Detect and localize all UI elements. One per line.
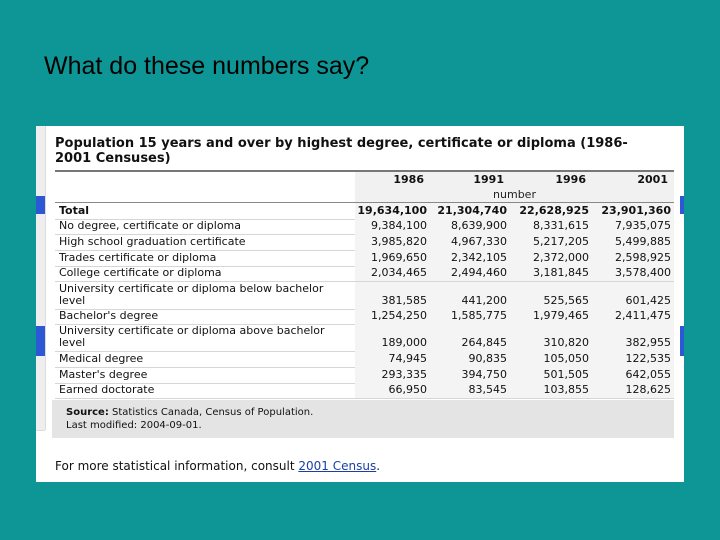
cell-1991: 2,494,460	[451, 266, 507, 280]
cell-1991: 441,200	[461, 293, 507, 307]
cell-1991: 8,639,900	[451, 219, 507, 233]
cell-1996: 8,331,615	[533, 219, 589, 233]
table-row	[55, 266, 674, 283]
cell-2001: 122,535	[625, 351, 671, 365]
row-label: High school graduation certificate	[59, 235, 246, 249]
footer-text: For more statistical information, consult	[55, 459, 295, 473]
cell-1986: 66,950	[388, 383, 427, 397]
source-text: Statistics Canada, Census of Population.	[112, 407, 314, 418]
row-label: Master's degree	[59, 367, 148, 381]
cell-1986: 9,384,100	[371, 219, 427, 233]
left-nav-strip	[36, 126, 46, 430]
right-edge-strip	[680, 126, 684, 430]
data-table	[52, 126, 678, 442]
cell-1996: 22,628,925	[519, 203, 589, 217]
row-label: No degree, certificate or diploma	[59, 219, 242, 233]
cell-1996: 310,820	[543, 336, 589, 350]
footer-note	[55, 459, 380, 473]
cell-1986: 3,985,820	[371, 235, 427, 249]
row-label: College certificate or diploma	[59, 266, 222, 280]
row-label: Earned doctorate	[59, 383, 155, 397]
year-header-2001: 2001	[637, 173, 668, 186]
cell-1991: 83,545	[468, 383, 507, 397]
row-label: Total	[59, 203, 90, 217]
table-row	[55, 367, 674, 384]
cell-2001: 7,935,075	[615, 219, 671, 233]
cell-2001: 2,411,475	[615, 309, 671, 323]
cell-1991: 90,835	[468, 351, 507, 365]
unit-label: number	[493, 188, 536, 201]
table-row	[55, 324, 674, 352]
table-row	[55, 309, 674, 326]
cell-2001: 2,598,925	[615, 250, 671, 264]
slide-title: What do these numbers say?	[44, 52, 370, 80]
cell-1996: 103,855	[543, 383, 589, 397]
cell-1986: 293,335	[381, 367, 427, 381]
table-row	[55, 282, 674, 310]
cell-1986: 1,969,650	[371, 250, 427, 264]
table-screenshot	[36, 126, 684, 482]
cell-1986: 189,000	[381, 336, 427, 350]
row-label: University certificate or diploma above bachelor level	[59, 324, 325, 350]
cell-1991: 2,342,105	[451, 250, 507, 264]
row-label: Medical degree	[59, 351, 144, 365]
source-note	[52, 400, 674, 438]
year-header-1996: 1996	[555, 173, 586, 186]
cell-1996: 1,979,465	[533, 309, 589, 323]
cell-1986: 19,634,100	[357, 203, 427, 217]
cell-2001: 128,625	[625, 383, 671, 397]
cell-2001: 642,055	[625, 367, 671, 381]
cell-1996: 501,505	[543, 367, 589, 381]
cell-1991: 1,585,775	[451, 309, 507, 323]
year-header-1991: 1991	[473, 173, 504, 186]
cell-1986: 74,945	[388, 351, 427, 365]
table-row	[55, 250, 674, 267]
cell-2001: 23,901,360	[601, 203, 671, 217]
cell-1986: 1,254,250	[371, 309, 427, 323]
cell-1996: 2,372,000	[533, 250, 589, 264]
cell-1996: 5,217,205	[533, 235, 589, 249]
cell-1991: 21,304,740	[437, 203, 507, 217]
cell-1986: 381,585	[381, 293, 427, 307]
footer-period: .	[376, 459, 381, 473]
row-label: University certificate or diploma below bachelor level	[59, 281, 324, 307]
source-label: Source:	[66, 407, 109, 418]
table-caption: Population 15 years and over by highest degree, certificate or diploma (1986-2001 Censuses)	[55, 136, 628, 166]
cell-2001: 382,955	[625, 336, 671, 350]
cell-1986: 2,034,465	[371, 266, 427, 280]
cell-1996: 105,050	[543, 351, 589, 365]
census-link[interactable]: 2001 Census	[298, 459, 377, 473]
cell-1991: 264,845	[461, 336, 507, 350]
cell-2001: 5,499,885	[615, 235, 671, 249]
table-row	[55, 219, 674, 236]
table-row	[55, 383, 674, 400]
last-modified: Last modified: 2004-09-01.	[66, 420, 202, 431]
cell-2001: 3,578,400	[615, 266, 671, 280]
cell-2001: 601,425	[625, 293, 671, 307]
table-row	[55, 351, 674, 368]
table-row	[55, 203, 674, 220]
row-label: Trades certificate or diploma	[59, 250, 217, 264]
cell-1991: 4,967,330	[451, 235, 507, 249]
cell-1996: 525,565	[543, 293, 589, 307]
year-header-1986: 1986	[393, 173, 424, 186]
row-label: Bachelor's degree	[59, 309, 159, 323]
cell-1996: 3,181,845	[533, 266, 589, 280]
table-row	[55, 234, 674, 251]
cell-1991: 394,750	[461, 367, 507, 381]
